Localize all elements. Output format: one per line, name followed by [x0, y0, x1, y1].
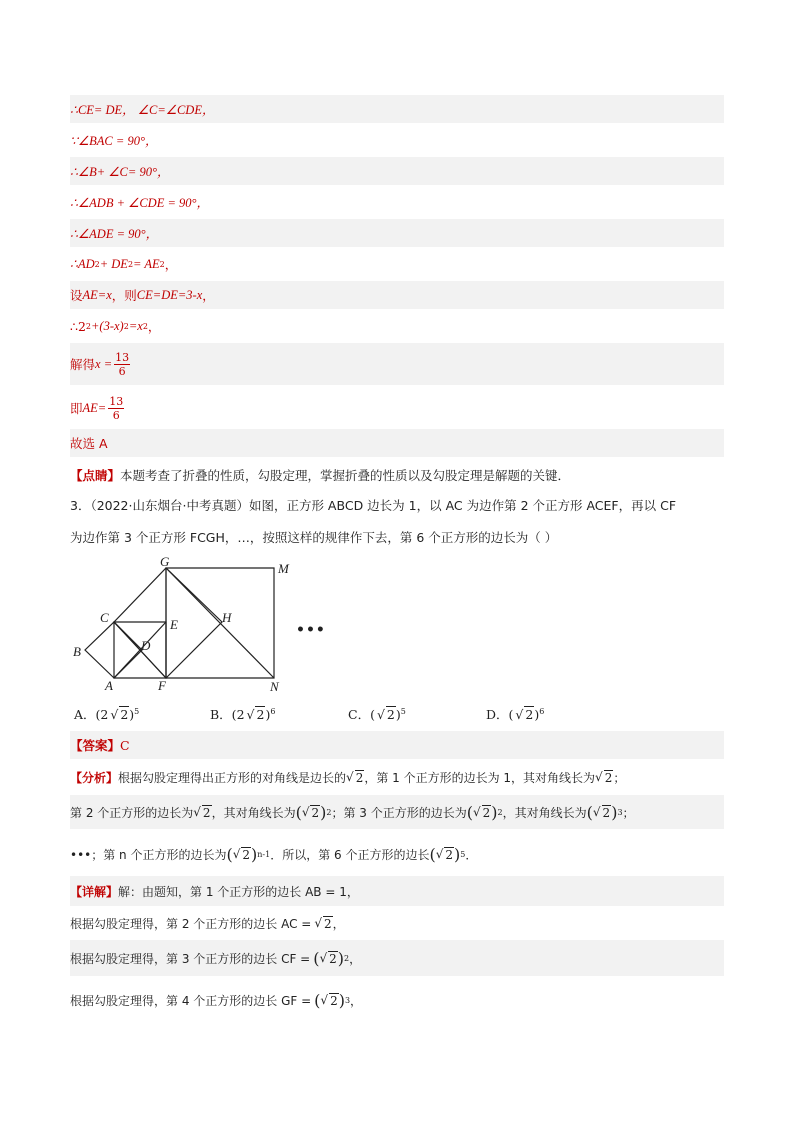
label-f: F — [158, 678, 166, 693]
label-g: G — [160, 556, 170, 569]
eq-part: + DE — [99, 256, 128, 271]
option-b[interactable]: B．(2 √ 2)$^6$ — [210, 706, 276, 722]
analysis-text: •••；第 n 个正方形的边长为 — [70, 847, 227, 862]
option-d[interactable]: D．( √ 2)$^6$ — [486, 706, 545, 722]
comment-tag: 【点睛】 — [70, 468, 121, 483]
radicand: 2 — [445, 847, 454, 862]
solution-line-11 — [70, 429, 724, 457]
option-text: D．( — [486, 707, 514, 722]
label-b: B — [73, 644, 81, 659]
radicand: 2 — [311, 805, 320, 820]
radicand: 2 — [329, 951, 337, 966]
option-text: A．(2 — [74, 707, 109, 722]
eq-part: ∴AD — [70, 257, 95, 271]
radicand: 2 — [202, 805, 211, 820]
analysis-text: ；第 3 个正方形的边长为 — [331, 805, 467, 820]
exponent: n-1 — [257, 849, 271, 859]
eq-part: +(3-x) — [91, 318, 124, 333]
label-e: E — [170, 617, 178, 632]
answer-line — [70, 731, 724, 759]
analysis-line-1: 【分析】 根据勾股定理得出正方形的对角线是边长的 √ 2 ，第 1 个正方形的边长为 1，其对角线长为 √ 2 ； — [70, 770, 626, 785]
solution-line-6 — [70, 250, 724, 278]
analysis-text: ，第 1 个正方形的边长为 1，其对角线长为 — [364, 770, 596, 785]
exponent: 2 — [123, 321, 129, 331]
analysis-text: 根据勾股定理得出正方形的对角线是边长的 — [118, 770, 347, 785]
solution-text: ∵∠BAC = 90°， — [70, 134, 158, 148]
analysis-text: ； — [622, 805, 635, 820]
radicand: 2 — [602, 805, 611, 820]
solution-line-10 — [70, 388, 724, 428]
option-text: ) — [129, 707, 135, 722]
label-d: D — [141, 638, 151, 653]
denominator: 6 — [112, 408, 120, 422]
fraction — [108, 396, 124, 421]
eq-part: CE=DE=3-x — [136, 287, 203, 302]
eq-part: = AE — [133, 256, 160, 271]
analysis-text: ； — [613, 770, 626, 785]
analysis-line-2: 第 2 个正方形的边长为 √ 2 ，其对角线长为 ( √ 2 ) 2 ；第 3 个正方形的边长为 ( √ 2 ) 2 ，其对角线长为 ( √ 2 ) 3 ； — [70, 795, 724, 829]
eq-part: 设 — [70, 288, 83, 303]
solution-line-4 — [70, 188, 724, 216]
option-c[interactable]: C．( √ 2)$^5$ — [348, 706, 406, 722]
detail-text: ， — [349, 951, 362, 966]
exponent: 2 — [127, 259, 134, 269]
option-text: B．(2 — [210, 707, 245, 722]
exponent: 5 — [400, 706, 406, 716]
eq-part: ， — [202, 288, 215, 303]
exponent: 6 — [539, 706, 545, 716]
exponent: 2 — [344, 953, 350, 963]
answer-options — [70, 705, 724, 725]
analysis-text: 第 2 个正方形的边长为 — [70, 805, 194, 820]
radicand: 2 — [386, 707, 395, 722]
option-text: C．( — [348, 707, 375, 722]
solution-text: 故选 A — [70, 436, 108, 451]
exponent: 6 — [270, 706, 276, 716]
detail-tag: 【详解】 — [70, 884, 119, 899]
radicand: 2 — [482, 805, 491, 820]
numerator: 13 — [115, 350, 130, 364]
solution-line-2 — [70, 126, 724, 154]
label-h: H — [222, 610, 232, 625]
eq-part: ， — [147, 319, 161, 334]
comment-line — [70, 461, 724, 489]
exponent: 2 — [85, 321, 91, 331]
solution-text: ∴∠ADB + ∠CDE = 90°， — [70, 196, 210, 210]
analysis-tag: 【分析】 — [70, 770, 119, 785]
option-a[interactable]: A．(2 √ 2)$^5$ — [74, 706, 140, 722]
option-text: ) — [265, 707, 271, 722]
analysis-text: ． — [465, 847, 478, 862]
solution-line-8 — [70, 312, 724, 340]
exponent: 3 — [617, 807, 623, 817]
solution-line-1 — [70, 95, 724, 123]
option-text: ) — [534, 707, 540, 722]
solution-line-9 — [70, 343, 724, 385]
eq-part: ， — [164, 257, 178, 272]
solution-line-5 — [70, 219, 724, 247]
detail-line-2: 根据勾股定理得，第 2 个正方形的边长 AC = √ 2 ， — [70, 916, 345, 931]
label-n: N — [270, 679, 279, 694]
eq-part: AE= — [82, 400, 107, 415]
exponent: 2 — [159, 259, 165, 269]
radicand: 2 — [120, 707, 129, 722]
radicand: 2 — [604, 770, 613, 785]
exponent: 3 — [344, 995, 351, 1005]
question-line-1 — [70, 492, 724, 518]
exponent: 5 — [134, 706, 140, 716]
label-m: M — [278, 561, 289, 576]
detail-line-3: 根据勾股定理得，第 3 个正方形的边长 CF = ( √ 2 ) 2 ， — [70, 940, 724, 976]
detail-text: 根据勾股定理得，第 3 个正方形的边长 CF = — [70, 951, 311, 966]
fraction — [114, 352, 130, 377]
detail-line-4: 根据勾股定理得，第 4 个正方形的边长 GF = ( √ 2 ) 3 ， — [70, 990, 363, 1010]
numerator: 13 — [109, 394, 124, 408]
eq-part: ，则 — [111, 288, 137, 303]
question-line-2 — [70, 524, 724, 550]
exponent: 2 — [94, 259, 100, 269]
eq-part: AE=x — [82, 287, 112, 302]
detail-text: 解：由题知，第 1 个正方形的边长 AB = 1， — [118, 884, 359, 899]
denominator: 6 — [118, 364, 126, 378]
detail-text: ， — [332, 916, 345, 931]
radicand: 2 — [525, 707, 534, 722]
detail-text: 根据勾股定理得，第 2 个正方形的边长 AC = — [70, 916, 312, 931]
solution-text: ∴∠ADE = 90°， — [70, 227, 159, 241]
detail-text: ， — [350, 993, 363, 1008]
exponent: 5 — [460, 849, 466, 859]
eq-part: 即 — [70, 401, 83, 416]
question-text: 3．（2022·山东烟台·中考真题）如图，正方形 ABCD 边长为 1，以 AC 为边作第 2 个正方形 ACEF，再以 CF — [70, 498, 677, 513]
radicand: 2 — [256, 707, 265, 722]
option-text: ) — [395, 707, 401, 722]
exponent: 2 — [326, 807, 332, 817]
eq-part: x = — [95, 356, 113, 371]
analysis-text: ．所以，第 6 个正方形的边长 — [270, 847, 430, 862]
comment-text: 本题考查了折叠的性质，勾股定理，掌握折叠的性质以及勾股定理是解题的关键． — [120, 468, 571, 483]
analysis-text: ，其对角线长为 — [211, 805, 296, 820]
radicand: 2 — [242, 847, 251, 862]
ellipsis: ••• — [296, 622, 326, 638]
detail-text: 根据勾股定理得，第 4 个正方形的边长 GF = — [70, 993, 312, 1008]
label-a: A — [105, 678, 113, 693]
geometry-figure — [70, 556, 300, 696]
solution-line-7 — [70, 281, 724, 309]
eq-part: ∴2 — [70, 318, 86, 334]
radicand: 2 — [355, 770, 364, 785]
answer-tag: 【答案】 — [70, 738, 121, 753]
solution-line-3 — [70, 157, 724, 185]
solution-text: ∴CE= DE， ∠C=∠CDE， — [70, 103, 215, 117]
radicand: 2 — [323, 916, 332, 931]
label-c: C — [100, 610, 109, 625]
radicand: 2 — [330, 993, 338, 1008]
solution-text: ∴∠B+ ∠C= 90°， — [70, 165, 170, 179]
eq-part: =x — [128, 318, 143, 333]
exponent: 2 — [497, 807, 503, 817]
analysis-text: ，其对角线长为 — [502, 805, 587, 820]
question-text: 为边作第 3 个正方形 FCGH，…，按照这样的规律作下去，第 6 个正方形的边长为（ ） — [70, 530, 558, 545]
detail-line-1 — [70, 876, 724, 906]
eq-part: 解得 — [70, 357, 96, 372]
answer-value: C — [120, 737, 130, 753]
analysis-line-3: •••；第 n 个正方形的边长为 ( √ 2 ) n-1 ．所以，第 6 个正方形的边长 ( √ 2 ) 5 ． — [70, 844, 478, 864]
exponent: 2 — [142, 321, 148, 331]
